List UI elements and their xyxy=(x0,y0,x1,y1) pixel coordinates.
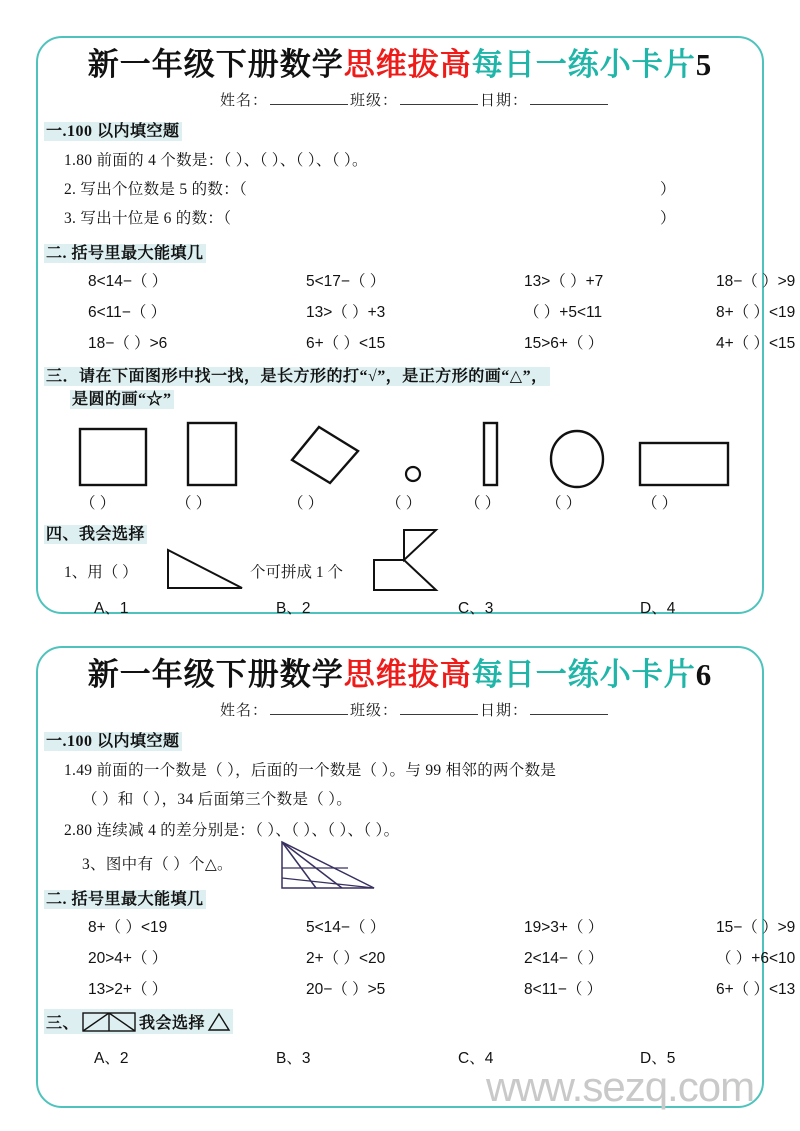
right-triangle-icon xyxy=(164,546,246,592)
card-6-choice-d[interactable]: D、5 xyxy=(640,1050,676,1067)
card-5-section-2-heading-text: 二. 括号里最大能填几 xyxy=(46,245,204,262)
shape-tall-rectangle xyxy=(180,421,246,487)
card-6-ineq-4: 20>4+（ ） xyxy=(88,950,168,967)
card-5-section-3-heading-line2: 是圆的画“☆” xyxy=(72,391,172,408)
card-6-ineq-5: 2+（ ）<20 xyxy=(306,950,386,967)
card-5-meta-row xyxy=(38,89,762,110)
card-5-ineq-8: 18−（ ）>6 xyxy=(88,335,168,352)
shape-ellipse xyxy=(538,421,616,487)
card-6-section-1-heading xyxy=(44,728,762,751)
card-5-shape-row xyxy=(38,421,762,487)
card-5-ineq-9: 6+（ ）<15 xyxy=(306,335,386,352)
triangle-icon xyxy=(207,1012,231,1032)
card-6-choice-a[interactable]: A、2 xyxy=(94,1050,129,1067)
card-5-date-field[interactable] xyxy=(530,92,608,105)
card-6-meta-row xyxy=(38,699,762,720)
card-5-choice-q-pre: 1、用（ ） xyxy=(64,564,138,581)
shape-small-circle xyxy=(393,421,433,487)
card-6-ineq-7: （ ）+6<10 xyxy=(716,950,796,967)
shape-answer-6[interactable]: （ ） xyxy=(546,495,582,512)
card-6-date-field[interactable] xyxy=(530,702,608,715)
card-6-ineq-1: 5<14−（ ） xyxy=(306,919,386,936)
card-6-ineq-6: 2<14−（ ） xyxy=(524,950,604,967)
card-6-ineq-0: 8+（ ）<19 xyxy=(88,919,168,936)
card-6-title-black: 新一年级下册数学 xyxy=(87,657,344,692)
card-5-choice-d[interactable]: D、4 xyxy=(640,600,676,617)
card-5-choice-question xyxy=(64,548,762,594)
card-6-q3-row xyxy=(38,840,762,886)
triangle-with-cevians-icon xyxy=(276,838,380,894)
card-5-q3-close: ） xyxy=(660,210,676,227)
card-5-choice-c[interactable]: C、3 xyxy=(458,600,494,617)
card-5-class-label: 班级： xyxy=(350,93,399,109)
card-5-name-field[interactable] xyxy=(270,92,348,105)
card-5-ineq-1: 5<17−（ ） xyxy=(306,273,386,290)
card-5-title-black: 新一年级下册数学 xyxy=(87,47,344,82)
card-6-name-label: 姓名： xyxy=(220,703,269,719)
card-6-ineq-10: 8<11−（ ） xyxy=(524,981,603,998)
card-6-class-field[interactable] xyxy=(400,702,478,715)
card-5-q3: 3. 写出十位是 6 的数：（ xyxy=(64,210,232,227)
shape-answer-2[interactable]: （ ） xyxy=(176,495,212,512)
card-5-inequality-grid xyxy=(88,269,796,353)
shape-answer-1[interactable]: （ ） xyxy=(80,495,116,512)
card-5-choices xyxy=(94,596,762,618)
card-6-section-3-heading xyxy=(44,1009,762,1034)
card-6-ineq-11: 6+（ ）<13 xyxy=(716,981,796,998)
card-6-choices xyxy=(94,1046,762,1068)
shape-narrow-vertical-rectangle xyxy=(470,421,510,487)
card-6-q1-line2: （ ）和（ ），34 后面第三个数是（ ）。 xyxy=(82,791,353,808)
shape-square xyxy=(76,421,150,487)
card-6-inequality-grid xyxy=(88,915,796,999)
card-5-section-2-heading xyxy=(44,240,762,263)
card-5-section-1-heading xyxy=(44,118,762,141)
worksheet-card-6 xyxy=(36,646,796,1108)
card-5-title-teal: 每日一练小卡片 xyxy=(471,47,696,82)
shape-answer-3[interactable]: （ ） xyxy=(288,495,324,512)
card-6-class-label: 班级： xyxy=(350,703,399,719)
card-5-ineq-4: 6<11−（ ） xyxy=(88,304,167,321)
card-5-q3-row xyxy=(64,206,762,228)
card-5-title xyxy=(38,48,762,82)
card-6-title-red: 思维拔高 xyxy=(343,657,472,692)
card-6-section-3-heading-post: 我会选择 xyxy=(139,1015,206,1032)
card-5-ineq-6: （ ）+5<11 xyxy=(524,304,603,321)
card-5-name-label: 姓名： xyxy=(220,93,269,109)
card-5-q2: 2. 写出个位数是 5 的数：（ xyxy=(64,181,248,198)
composite-arrow-shape-icon xyxy=(370,526,440,596)
card-6-q1-line1: 1.49 前面的一个数是（ ），后面的一个数是（ ）。与 99 相邻的两个数是 xyxy=(64,762,557,779)
card-5-choice-q-mid: 个可拼成 1 个 xyxy=(250,564,344,581)
card-5-choice-b[interactable]: B、2 xyxy=(276,600,311,617)
card-6-ineq-3: 15−（ ）>9 xyxy=(716,919,796,936)
card-5-section-4-heading-text: 四、我会选择 xyxy=(46,526,146,543)
shape-rotated-square xyxy=(286,421,364,487)
card-6-title xyxy=(38,658,762,692)
shape-answer-7[interactable]: （ ） xyxy=(642,495,678,512)
card-6-title-teal: 每日一练小卡片 xyxy=(471,657,696,692)
card-5-choice-a[interactable]: A、1 xyxy=(94,600,129,617)
card-6-ineq-8: 13>2+（ ） xyxy=(88,981,168,998)
card-5-ineq-2: 13>（ ）+7 xyxy=(524,273,604,290)
card-6-date-label: 日期： xyxy=(480,703,529,719)
card-6-q2: 2.80 连续减 4 的差分别是：（ ）、（ ）、（ ）、（ ）。 xyxy=(64,822,400,839)
card-6-choice-b[interactable]: B、3 xyxy=(276,1050,311,1067)
card-6-section-1-heading-text: 一.100 以内填空题 xyxy=(46,733,180,750)
card-5-ineq-7: 8+（ ）<19 xyxy=(716,304,796,321)
card-5-ineq-10: 15>6+（ ） xyxy=(524,335,604,352)
shape-wide-rectangle xyxy=(636,421,732,487)
card-5-q2-row xyxy=(64,177,762,199)
card-5-q1: 1.80 前面的 4 个数是：（ ）、（ ）、（ ）、（ ）。 xyxy=(64,152,368,169)
card-6-title-number: 6 xyxy=(695,657,713,692)
card-6-ineq-9: 20−（ ）>5 xyxy=(306,981,386,998)
worksheet-card-5 xyxy=(36,36,796,617)
card-5-ineq-3: 18−（ ）>9 xyxy=(716,273,796,290)
shape-answer-5[interactable]: （ ） xyxy=(465,495,501,512)
card-5-ineq-0: 8<14−（ ） xyxy=(88,273,168,290)
site-watermark: www.sezq.com xyxy=(486,1063,755,1110)
card-6-section-2-heading xyxy=(44,886,762,909)
card-5-section-3-heading xyxy=(44,365,762,411)
card-5-ineq-11: 4+（ ）<15 xyxy=(716,335,796,352)
card-6-section-2-heading-text: 二. 括号里最大能填几 xyxy=(46,891,204,908)
card-6-name-field[interactable] xyxy=(270,702,348,715)
card-5-shape-answers xyxy=(38,491,762,513)
card-6-ineq-2: 19>3+（ ） xyxy=(524,919,604,936)
card-5-ineq-5: 13>（ ）+3 xyxy=(306,304,386,321)
card-6-section-3-heading-pre: 三、 xyxy=(46,1015,80,1032)
card-6-q3: 3、图中有（ ）个△。 xyxy=(82,856,233,873)
card-5-title-number: 5 xyxy=(695,47,713,82)
shape-answer-4[interactable]: （ ） xyxy=(386,495,422,512)
card-5-class-field[interactable] xyxy=(400,92,478,105)
card-5-q2-close: ） xyxy=(660,181,676,198)
card-5-title-red: 思维拔高 xyxy=(343,47,472,82)
card-5-section-1-heading-text: 一.100 以内填空题 xyxy=(46,123,180,140)
card-6-choice-c[interactable]: C、4 xyxy=(458,1050,494,1067)
card-5-section-3-heading-line1: 三．请在下面图形中找一找，是长方形的打“√”，是正方形的画“△”， xyxy=(46,368,548,385)
card-5-date-label: 日期： xyxy=(480,93,529,109)
rectangle-two-triangles-icon xyxy=(81,1011,137,1033)
